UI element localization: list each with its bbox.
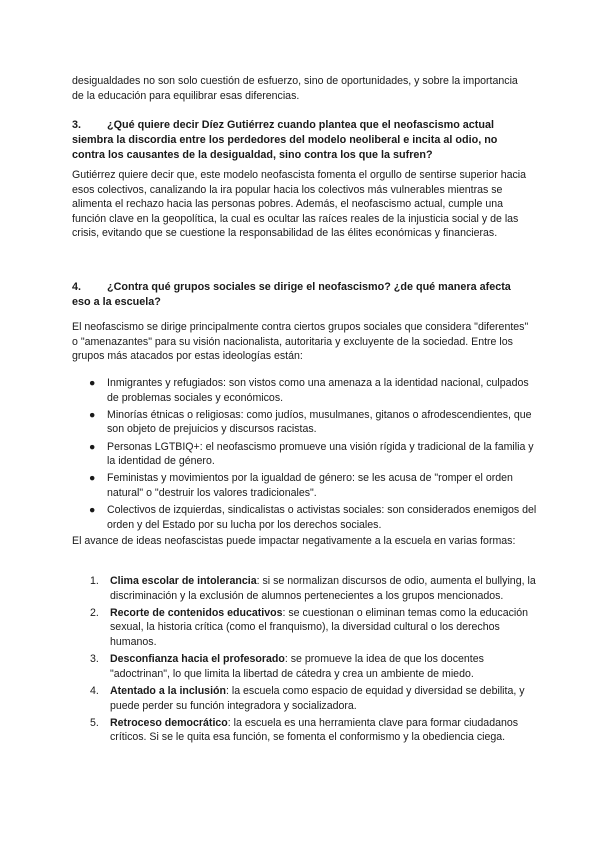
list-item: 4. Atentado a la inclusión: la escuela como espacio de equidad y diversidad se debilita, y puede perder su función integradora y socializadora. [90,684,525,712]
groups-bullet-list [72,376,542,535]
list-item: ● Inmigrantes y refugiados: son vistos como una amenaza a la identidad nacional, culpados de problemas sociales y económicos. [89,377,529,404]
list-item: 5. Retroceso democrático: la escuela es una herramienta clave para formar ciudadanos críticos. Si se le quita esa función, se fomenta el conformismo y la obediencia ciega. [90,716,519,744]
question-4 [72,280,532,310]
bullet-icon: ● [89,472,96,485]
question-3-number: 3. [72,119,82,131]
list-item: ● Personas LGTBIQ+: el neofascismo promueve una visión rígida y tradicional de la familia y la identidad de género. [89,440,534,468]
list-item: 2. Recorte de contenidos educativos: se cuestionan o eliminan temas como la educación sexual, la historia crítica (como el franquismo), la diversidad cultural o los derechos humanos. [90,606,529,648]
question-4-number: 4. [72,281,82,293]
list-item: 1. Clima escolar de intolerancia: si se normalizan discursos de odio, aumenta el bullying, la discriminación y la exclusión de alumnos pertenecientes a los grupos mencionados. [90,575,536,602]
intro-paragraph: desigualdades no son solo cuestión de esfuerzo, sino de oportunidades, y sobre la importancia de la educación para equilibrar esas diferencias. [72,75,518,102]
question-3 [72,118,532,163]
school-impact-intro: El avance de ideas neofascistas puede impactar negativamente a la escuela en varias formas: [72,535,516,547]
list-item: 3. Desconfianza hacia el profesorado: se promueve la idea de que los docentes "adoctrinan", lo que limita la libertad de cátedra y crea un ambiente de miedo. [90,653,484,680]
question-4-text: ¿Contra qué grupos sociales se dirige el neofascismo? ¿de qué manera afecta eso a la escuela? [72,281,511,308]
bullet-icon: ● [89,440,96,453]
answer-4-intro: El neofascismo se dirige principalmente contra ciertos grupos sociales que considera "diferentes" o "amenazantes" para su visión nacionalista, autoritaria y excluyente de la sociedad. Entre los grupos más atacados por estas ideologías están: [72,321,529,363]
list-item: ● Colectivos de izquierdas, sindicalistas o activistas sociales: son considerados enemigos del orden y del Estado por su lucha por los derechos sociales. [89,504,537,531]
list-item: ● Feministas y movimientos por la igualdad de género: se les acusa de "romper el orden natural" o "destruir los valores tradicionales". [89,472,513,499]
bullet-icon: ● [89,377,96,389]
school-impact-numbered-list [72,574,542,748]
bullet-icon: ● [89,504,96,517]
list-item: ● Minorías étnicas o religiosas: como judíos, musulmanes, gitanos o afrodescendientes, que son objeto de prejuicios y discursos racistas. [89,408,532,436]
answer-3-paragraph: Gutiérrez quiere decir que, este modelo neofascista fomenta el orgullo de sentirse superior hacia esos colectivos, canalizando la ira popular hacia los colectivos más vulnerables mientras se alimenta el rechazo hacia las personas pobres. Además, el neofascismo actual, cumple una función clave en la geopolítica, la cual es ocultar las raíces reales de la injusticia social y de las crisis, evitando que se cuestione la responsabilidad de las élites económicas y financieras. [72,169,527,240]
question-3-text: ¿Qué quiere decir Díez Gutiérrez cuando plantea que el neofascismo actual siembra la discordia entre los perdedores del modelo neoliberal e incita al odio, no contra los causantes de la desigualdad, sino contra los que la sufren? [72,119,498,161]
bullet-icon: ● [89,408,96,421]
